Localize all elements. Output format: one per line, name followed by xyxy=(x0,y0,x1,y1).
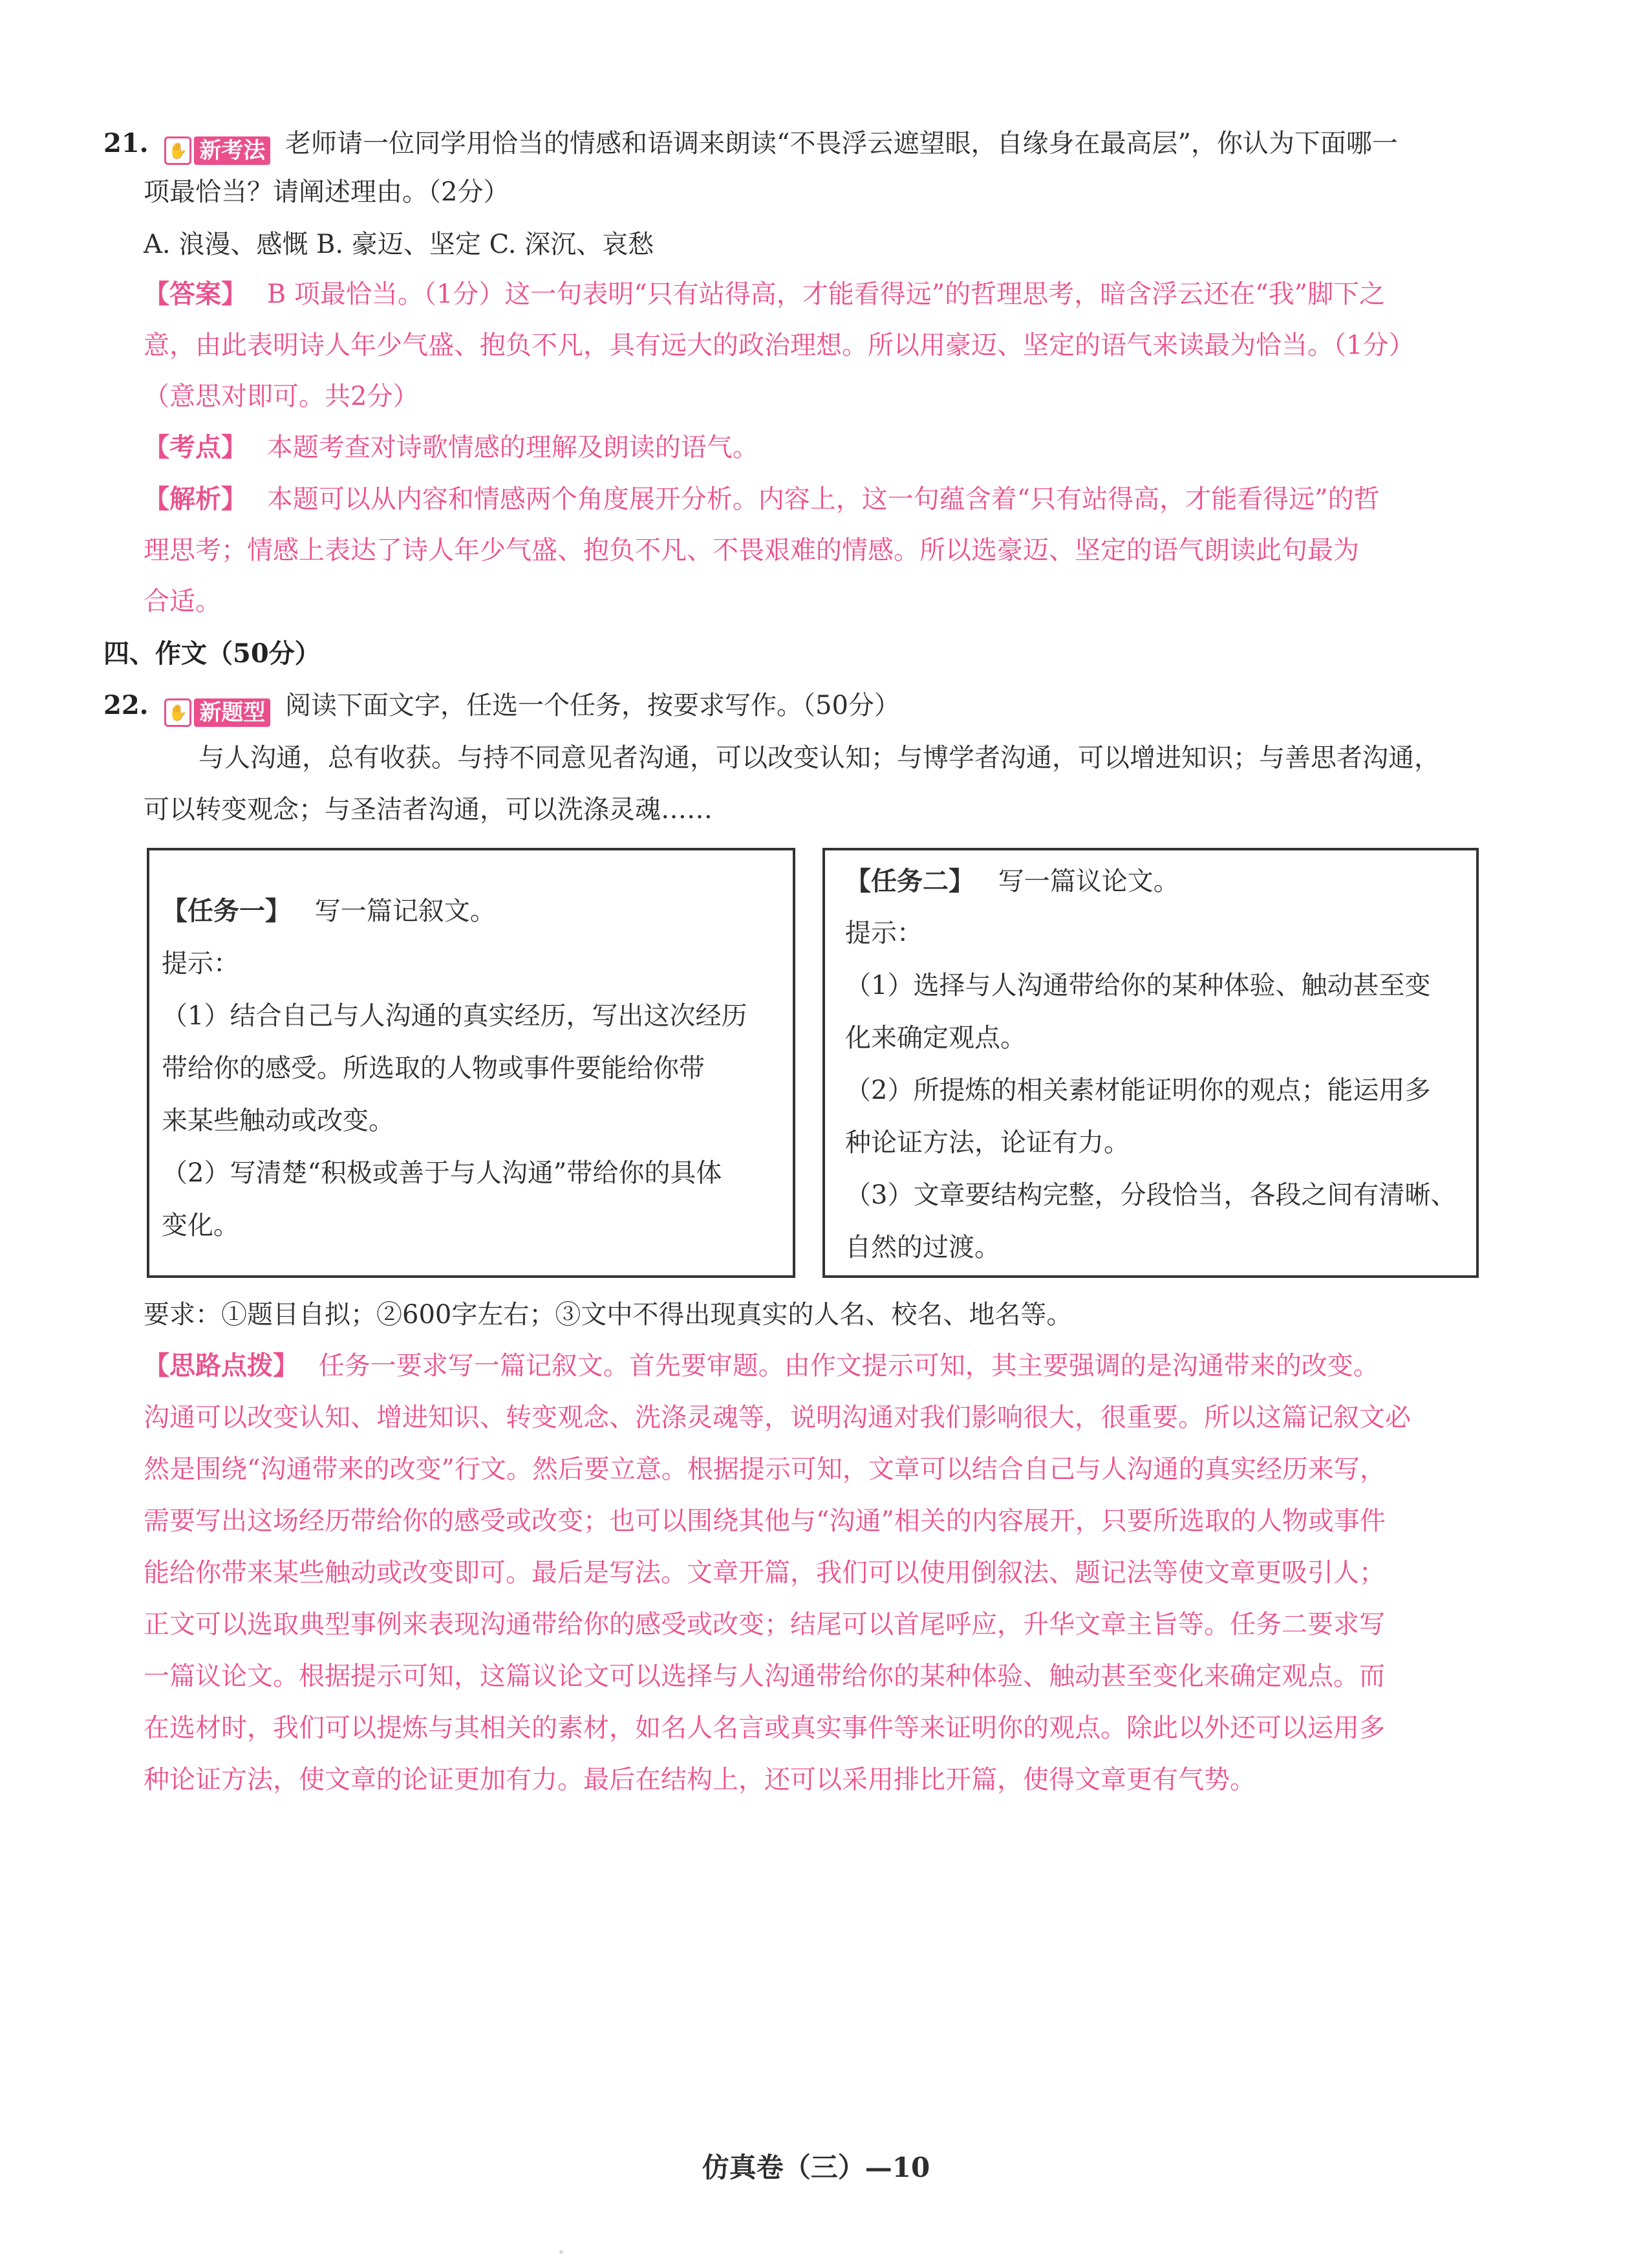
task-two-title-line xyxy=(845,863,1179,900)
q22-passage-line-2 xyxy=(144,792,713,828)
q22-badge xyxy=(164,697,270,728)
passage-text-2: 可以转变观念；与圣洁者沟通，可以洗涤灵魂…… xyxy=(144,795,713,825)
q21-badge-label: 新考法 xyxy=(194,136,270,165)
silu-line-7 xyxy=(144,1658,1385,1694)
task-two-hint: 提示： xyxy=(845,918,923,948)
kaodian-tag: 【考点】 xyxy=(144,433,247,462)
q21-prompt-line-2 xyxy=(144,174,509,210)
task-two-line-6: 自然的过渡。 xyxy=(845,1233,1000,1262)
silu-line-6 xyxy=(144,1606,1385,1643)
task-two-box xyxy=(822,848,1479,1278)
q21-kaodian xyxy=(144,429,758,466)
silu-text-6: 正文可以选取典型事例来表现沟通带给你的感受或改变；结尾可以首尾呼应，升华文章主旨等。任务二要求写 xyxy=(144,1610,1385,1639)
hand-icon: ✋ xyxy=(164,698,191,727)
silu-text-1: 任务一要求写一篇记叙文。首先要审题。由作文提示可知，其主要强调的是沟通带来的改变。 xyxy=(318,1351,1379,1381)
silu-line-3 xyxy=(144,1451,1386,1487)
answer-tag: 【答案】 xyxy=(144,280,247,308)
task-one-line-1: （1）结合自己与人沟通的真实经历，写出这次经历 xyxy=(162,1001,747,1031)
silu-tag: 【思路点拨】 xyxy=(144,1352,299,1380)
q22-prompt-text: 阅读下面文字，任选一个任务，按要求写作。（50分） xyxy=(285,691,900,720)
task-one-title: 【任务一】 xyxy=(162,896,291,926)
silu-line-9 xyxy=(144,1762,1256,1798)
q21-answer-line-1 xyxy=(144,276,1385,312)
silu-line-5 xyxy=(144,1555,1385,1591)
jiexi-tag: 【解析】 xyxy=(144,485,247,513)
task-one-type: 写一篇记叙文。 xyxy=(314,896,496,926)
jiexi-text-3: 合适。 xyxy=(144,587,221,616)
requirements-text: 要求：①题目自拟；②600字左右；③文中不得出现真实的人名、校名、地名等。 xyxy=(144,1300,1073,1330)
silu-line-2 xyxy=(144,1399,1411,1436)
hand-icon: ✋ xyxy=(164,136,191,165)
answer-text-3: （意思对即可。共2分） xyxy=(144,382,419,411)
q22-requirements xyxy=(144,1297,1072,1333)
q21-badge xyxy=(164,135,270,166)
task-two-line-5: （3）文章要结构完整，分段恰当，各段之间有清晰、 xyxy=(845,1180,1457,1210)
passage-text-1: 与人沟通，总有收获。与持不同意见者沟通，可以改变认知；与博学者沟通，可以增进知识；与善思者沟通， xyxy=(199,743,1440,773)
task-two-line-4: 种论证方法，论证有力。 xyxy=(845,1128,1130,1158)
jiexi-text-2: 理思考；情感上表达了诗人年少气盛、抱负不凡、不畏艰难的情感。所以选豪迈、坚定的语气朗读此句最为 xyxy=(144,535,1359,565)
silu-text-7: 一篇议论文。根据提示可知，这篇议论文可以选择与人沟通带给你的某种体验、触动甚至变化来确定观点。而 xyxy=(144,1661,1385,1691)
q22-number: 22. xyxy=(103,690,149,720)
q21-answer-line-3 xyxy=(144,378,418,415)
q21-jiexi-line-3 xyxy=(144,583,221,620)
q21-answer-line-2 xyxy=(144,327,1414,363)
q22-badge-label: 新题型 xyxy=(194,698,270,727)
q21-number: 21. xyxy=(103,128,149,158)
answer-text-1: B 项最恰当。（1分）这一句表明“只有站得高，才能看得远”的哲理思考，暗含浮云还在“我”脚下之 xyxy=(266,279,1386,309)
page-footer: 仿真卷（三）—10 xyxy=(702,2152,930,2183)
silu-line-4 xyxy=(144,1503,1386,1539)
answer-text-2: 意，由此表明诗人年少气盛、抱负不凡，具有远大的政治理想。所以用豪迈、坚定的语气来读最为恰当。（1分） xyxy=(144,330,1415,360)
q21-prompt-text-1: 老师请一位同学用恰当的情感和语调来朗读“不畏浮云遮望眼，自缘身在最高层”，你认为下面哪一 xyxy=(285,129,1398,158)
scan-dot xyxy=(559,2250,563,2254)
silu-text-2: 沟通可以改变认知、增进知识、转变观念、洗涤灵魂等，说明沟通对我们影响很大，很重要。所以这篇记叙文必 xyxy=(144,1403,1411,1432)
silu-text-8: 在选材时，我们可以提炼与其相关的素材，如名人名言或真实事件等来证明你的观点。除此以外还可以运用多 xyxy=(144,1713,1385,1743)
q21-jiexi-line-1 xyxy=(144,481,1380,517)
kaodian-text: 本题考查对诗歌情感的理解及朗读的语气。 xyxy=(266,433,758,462)
task-two-type: 写一篇议论文。 xyxy=(998,867,1179,896)
silu-text-9: 种论证方法，使文章的论证更加有力。最后在结构上，还可以采用排比开篇，使得文章更有气势。 xyxy=(144,1765,1256,1795)
silu-text-4: 需要写出这场经历带给你的感受或改变；也可以围绕其他与“沟通”相关的内容展开，只要所选取的人物或事件 xyxy=(144,1506,1386,1536)
task-one-line-5: 变化。 xyxy=(162,1211,239,1240)
q22-passage-line-1 xyxy=(199,740,1440,776)
q21-options xyxy=(144,226,654,263)
silu-text-5: 能给你带来某些触动或改变即可。最后是写法。文章开篇，我们可以使用倒叙法、题记法等使文章更吸引人； xyxy=(144,1558,1385,1588)
q22-prompt-line xyxy=(103,687,900,728)
task-one-line-4: （2）写清楚“积极或善于与人沟通”带给你的具体 xyxy=(162,1158,722,1188)
task-one-title-line xyxy=(162,893,496,929)
task-two-title: 【任务二】 xyxy=(845,866,974,896)
jiexi-text-1: 本题可以从内容和情感两个角度展开分析。内容上，这一句蕴含着“只有站得高，才能看得远”的哲 xyxy=(266,484,1380,514)
silu-line-8 xyxy=(144,1710,1385,1746)
silu-text-3: 然是围绕“沟通带来的改变”行文。然后要立意。根据提示可知，文章可以结合自己与人沟通的真实经历来写， xyxy=(144,1454,1386,1484)
q21-jiexi-line-2 xyxy=(144,532,1359,568)
task-one-line-2: 带给你的感受。所选取的人物或事件要能给你带 xyxy=(162,1053,705,1083)
task-two-line-1: （1）选择与人沟通带给你的某种体验、触动甚至变 xyxy=(845,971,1431,1000)
q21-prompt-text-2: 项最恰当？请阐述理由。（2分） xyxy=(144,177,510,207)
task-two-line-2: 化来确定观点。 xyxy=(845,1023,1026,1053)
task-one-hint: 提示： xyxy=(162,949,239,978)
q21-prompt-line-1 xyxy=(103,125,1398,166)
task-one-line-3: 来某些触动或改变。 xyxy=(162,1106,394,1136)
task-two-line-3: （2）所提炼的相关素材能证明你的观点；能运用多 xyxy=(845,1075,1431,1105)
q21-options-text: A. 浪漫、感慨 B. 豪迈、坚定 C. 深沉、哀愁 xyxy=(144,230,654,259)
silu-line-1 xyxy=(144,1348,1379,1384)
section-4-title-text: 四、作文（50分） xyxy=(103,638,321,669)
section-4-title xyxy=(103,636,321,672)
